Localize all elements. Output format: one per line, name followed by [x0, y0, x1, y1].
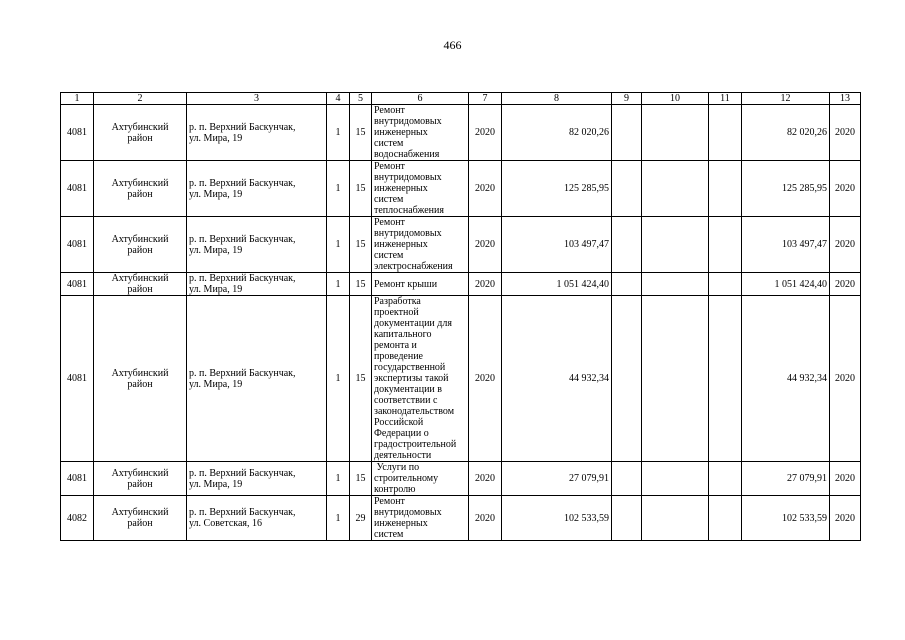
end-year-cell: 2020: [830, 105, 861, 161]
cell-line: внутридомовых: [374, 172, 442, 183]
cell-line: ул. Мира, 19: [189, 378, 243, 390]
col5-cell: 15: [350, 296, 372, 462]
end-year-cell: 2020: [830, 496, 861, 541]
address-cell: [187, 105, 327, 161]
header-cell-8: 8: [502, 93, 612, 105]
col10-cell: [642, 217, 709, 273]
total-cell: 103 497,47: [742, 217, 830, 273]
cell-line: законодательством: [374, 406, 455, 417]
district-cell: [94, 273, 187, 296]
cell-line: район: [127, 518, 153, 529]
cell-line: документации для: [374, 318, 452, 329]
total-cell: 44 932,34: [742, 296, 830, 462]
header-cell-11: 11: [709, 93, 742, 105]
col10-cell: [642, 161, 709, 217]
col4-cell: 1: [327, 462, 350, 496]
cell-line: р. п. Верхний Баскунчак,: [189, 177, 296, 189]
district-cell: [94, 161, 187, 217]
cell-line: Ахтубинский: [111, 177, 169, 189]
year-cell: 2020: [469, 296, 502, 462]
col9-cell: [612, 462, 642, 496]
cell-line: систем: [374, 250, 404, 261]
cell-line: р. п. Верхний Баскунчак,: [189, 507, 296, 518]
cost-cell: 1 051 424,40: [502, 273, 612, 296]
col10-cell: [642, 462, 709, 496]
header-cell-13: 13: [830, 93, 861, 105]
cell-line: ул. Мира, 19: [189, 478, 243, 490]
cell-line: Федерации о: [374, 428, 429, 439]
cost-cell: 102 533,59: [502, 496, 612, 541]
cell-line: градостроительной: [374, 439, 457, 450]
table-row: [61, 462, 861, 496]
cell-line: Ремонт крыши: [374, 278, 438, 290]
cost-cell: 44 932,34: [502, 296, 612, 462]
table-row: [61, 296, 861, 462]
cost-cell: 27 079,91: [502, 462, 612, 496]
col4-cell: 1: [327, 105, 350, 161]
cell-line: экспертизы такой: [374, 373, 449, 384]
cell-line: ремонта и: [374, 340, 417, 351]
cell-line: Услуги по: [374, 462, 420, 473]
col4-cell: 1: [327, 296, 350, 462]
object-code-cell: 4081: [61, 161, 94, 217]
cell-line: Ахтубинский: [111, 233, 169, 245]
cost-cell: 82 020,26: [502, 105, 612, 161]
cell-line: район: [127, 478, 153, 490]
col10-cell: [642, 296, 709, 462]
header-cell-10: 10: [642, 93, 709, 105]
works-table: [60, 92, 861, 541]
object-code-cell: 4081: [61, 462, 94, 496]
cell-line: Ремонт: [374, 161, 405, 172]
address-cell: [187, 273, 327, 296]
header-cell-2: 2: [94, 93, 187, 105]
cell-line: район: [127, 132, 153, 144]
header-cell-12: 12: [742, 93, 830, 105]
cell-line: р. п. Верхний Баскунчак,: [189, 273, 296, 284]
object-code-cell: 4081: [61, 217, 94, 273]
cell-line: деятельности: [374, 450, 432, 461]
col10-cell: [642, 273, 709, 296]
header-cell-1: 1: [61, 93, 94, 105]
col5-cell: 15: [350, 217, 372, 273]
cell-line: р. п. Верхний Баскунчак,: [189, 367, 296, 379]
col11-cell: [709, 217, 742, 273]
cell-line: Ахтубинский: [111, 467, 169, 479]
table-row: [61, 105, 861, 161]
end-year-cell: 2020: [830, 462, 861, 496]
cell-line: ул. Мира, 19: [189, 244, 243, 256]
cell-line: р. п. Верхний Баскунчак,: [189, 233, 296, 245]
cell-line: инженерных: [374, 239, 428, 250]
col11-cell: [709, 161, 742, 217]
work-type-cell: [372, 105, 469, 161]
year-cell: 2020: [469, 462, 502, 496]
cell-line: внутридомовых: [374, 507, 442, 518]
page-number: 466: [443, 38, 462, 52]
header-cell-3: 3: [187, 93, 327, 105]
year-cell: 2020: [469, 161, 502, 217]
district-cell: [94, 462, 187, 496]
cost-cell: 125 285,95: [502, 161, 612, 217]
cell-line: соответствии с: [374, 395, 438, 406]
cell-line: район: [127, 188, 153, 200]
col11-cell: [709, 296, 742, 462]
cell-line: район: [127, 244, 153, 256]
cell-line: систем: [374, 138, 404, 149]
year-cell: 2020: [469, 105, 502, 161]
cell-line: теплоснабжения: [374, 205, 444, 216]
cell-line: Ремонт: [374, 217, 405, 228]
total-cell: 102 533,59: [742, 496, 830, 541]
header-cell-4: 4: [327, 93, 350, 105]
object-code-cell: 4081: [61, 105, 94, 161]
end-year-cell: 2020: [830, 161, 861, 217]
district-cell: [94, 496, 187, 541]
end-year-cell: 2020: [830, 273, 861, 296]
object-code-cell: 4081: [61, 296, 94, 462]
col4-cell: 1: [327, 217, 350, 273]
work-type-cell: [372, 161, 469, 217]
header-cell-5: 5: [350, 93, 372, 105]
district-cell: [94, 217, 187, 273]
cell-line: Ахтубинский: [111, 121, 169, 133]
cell-line: внутридомовых: [374, 228, 442, 239]
object-code-cell: 4082: [61, 496, 94, 541]
end-year-cell: 2020: [830, 296, 861, 462]
year-cell: 2020: [469, 496, 502, 541]
col9-cell: [612, 161, 642, 217]
col5-cell: 15: [350, 462, 372, 496]
cell-line: контролю: [374, 484, 416, 495]
cell-line: систем: [374, 529, 404, 540]
work-type-cell: [372, 273, 469, 296]
cell-line: ул. Мира, 19: [189, 188, 243, 200]
cell-line: Ахтубинский: [111, 273, 169, 284]
total-cell: 27 079,91: [742, 462, 830, 496]
work-type-cell: [372, 217, 469, 273]
cell-line: р. п. Верхний Баскунчак,: [189, 121, 296, 133]
col4-cell: 1: [327, 496, 350, 541]
total-cell: 125 285,95: [742, 161, 830, 217]
cell-line: ул. Советская, 16: [189, 518, 262, 529]
cell-line: электроснабжения: [374, 261, 453, 272]
col9-cell: [612, 105, 642, 161]
address-cell: [187, 462, 327, 496]
table-row: [61, 161, 861, 217]
header-cell-6: 6: [372, 93, 469, 105]
col5-cell: 15: [350, 273, 372, 296]
col5-cell: 29: [350, 496, 372, 541]
table-row: [61, 273, 861, 296]
cell-line: инженерных: [374, 127, 428, 138]
header-row: [61, 93, 861, 105]
address-cell: [187, 217, 327, 273]
cell-line: документации в: [374, 384, 442, 395]
work-type-cell: [372, 462, 469, 496]
cell-line: Ахтубинский: [111, 367, 169, 379]
cost-cell: 103 497,47: [502, 217, 612, 273]
total-cell: 82 020,26: [742, 105, 830, 161]
end-year-cell: 2020: [830, 217, 861, 273]
cell-line: район: [127, 378, 153, 390]
object-code-cell: 4081: [61, 273, 94, 296]
address-cell: [187, 161, 327, 217]
cell-line: проведение: [374, 351, 423, 362]
cell-line: государственной: [374, 362, 446, 373]
address-cell: [187, 496, 327, 541]
total-cell: 1 051 424,40: [742, 273, 830, 296]
cell-line: проектной: [374, 307, 419, 318]
col4-cell: 1: [327, 273, 350, 296]
cell-line: строительному: [374, 473, 439, 484]
col5-cell: 15: [350, 161, 372, 217]
col11-cell: [709, 496, 742, 541]
col5-cell: 15: [350, 105, 372, 161]
col10-cell: [642, 496, 709, 541]
cell-line: Ахтубинский: [111, 507, 169, 518]
address-cell: [187, 296, 327, 462]
cell-line: водоснабжения: [374, 149, 440, 160]
work-type-cell: [372, 296, 469, 462]
cell-line: Разработка: [374, 296, 421, 307]
col11-cell: [709, 273, 742, 296]
cell-line: ул. Мира, 19: [189, 284, 243, 295]
col9-cell: [612, 273, 642, 296]
col11-cell: [709, 105, 742, 161]
col9-cell: [612, 496, 642, 541]
col11-cell: [709, 462, 742, 496]
cell-line: систем: [374, 194, 404, 205]
cell-line: Ремонт: [374, 105, 405, 116]
col9-cell: [612, 217, 642, 273]
header-cell-9: 9: [612, 93, 642, 105]
district-cell: [94, 296, 187, 462]
table-row: [61, 496, 861, 541]
cell-line: ул. Мира, 19: [189, 132, 243, 144]
header-cell-7: 7: [469, 93, 502, 105]
col10-cell: [642, 105, 709, 161]
cell-line: р. п. Верхний Баскунчак,: [189, 467, 296, 479]
district-cell: [94, 105, 187, 161]
cell-line: район: [127, 284, 153, 295]
cell-line: капитального: [374, 329, 432, 340]
cell-line: инженерных: [374, 518, 428, 529]
cell-line: Российской: [374, 417, 424, 428]
year-cell: 2020: [469, 217, 502, 273]
cell-line: инженерных: [374, 183, 428, 194]
col9-cell: [612, 296, 642, 462]
cell-line: Ремонт: [374, 496, 405, 507]
year-cell: 2020: [469, 273, 502, 296]
work-type-cell: [372, 496, 469, 541]
table-row: [61, 217, 861, 273]
cell-line: внутридомовых: [374, 116, 442, 127]
col4-cell: 1: [327, 161, 350, 217]
